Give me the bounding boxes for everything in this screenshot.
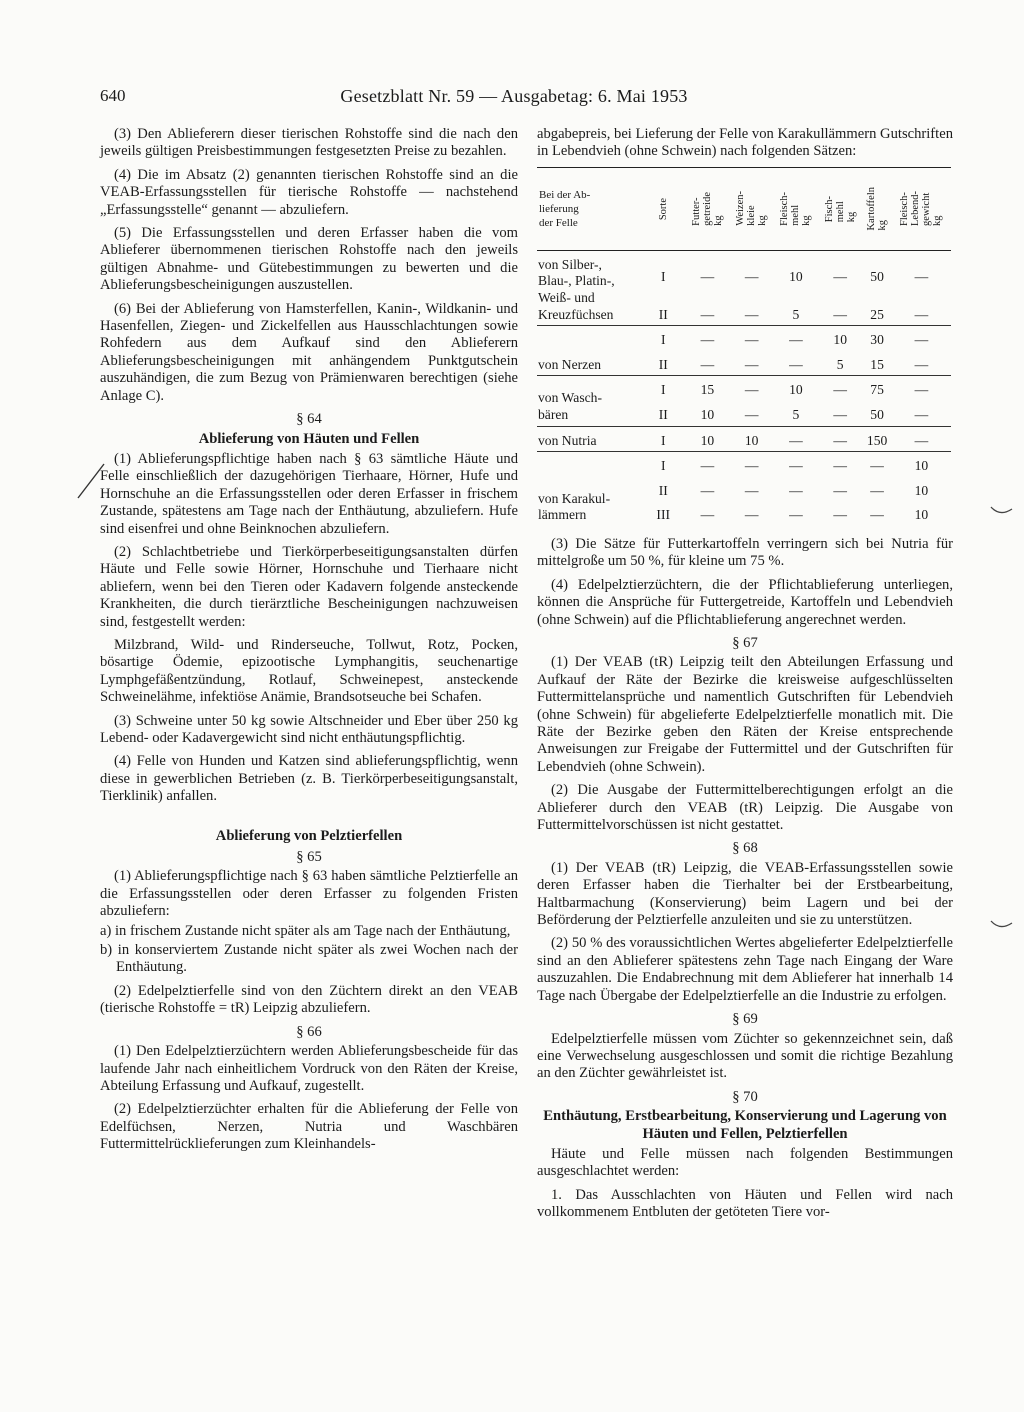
table-cell: — (870, 458, 884, 474)
paragraph: (3) Den Ablieferern dieser tierischen Rohstoffe sind die nach den jeweils gültigen Preisbestimmungen festgesetzten Preise zu bezahlen. (100, 126, 518, 160)
table-cell: — (700, 332, 715, 348)
table-cell: — (700, 269, 715, 285)
paragraph: (3) Die Sätze für Futterkartoffeln verringern sich bei Nutria für mittelgroße um 50 %, für kleine um 75 %. (537, 535, 953, 570)
table-cell: — (833, 382, 847, 398)
table-cell: — (914, 356, 929, 372)
table-row (537, 376, 951, 401)
table-cell: — (914, 406, 929, 422)
table-cell: — (914, 306, 929, 322)
table-cell: — (744, 306, 759, 322)
table-cell: — (789, 458, 803, 474)
table-cell: 75 (870, 382, 884, 398)
pencil-hook-mark (990, 917, 1014, 931)
table-cell: 10 (700, 432, 715, 448)
section-number: § 65 (296, 849, 322, 866)
table-cell: 10 (744, 432, 759, 448)
table-header-cell (537, 167, 641, 250)
paragraph: (5) Die Erfassungsstellen und deren Erfasser haben die vom Ablieferer übernommenen tierischen Rohstoffe nach den jeweils gültigen Abnahme- und Gütebestimmungen zu bewerten und die Ablieferungsbescheinigungen auszustellen. (100, 225, 518, 294)
section-number: § 70 (732, 1088, 758, 1105)
rates-table (537, 167, 951, 526)
animal-label: von Nerzen (538, 356, 602, 372)
section-number: § 68 (732, 840, 758, 857)
sorte-cell: I (660, 382, 666, 398)
table-cell: — (789, 482, 803, 498)
header-label: Fleisch- mehl kg (779, 191, 813, 226)
right-column (537, 126, 953, 1228)
table-header-cell (685, 167, 729, 250)
table-cell: — (744, 458, 759, 474)
table-cell: 10 (914, 507, 929, 523)
header-label: Sorte (657, 197, 669, 220)
table-header-cell (862, 167, 892, 250)
paragraph: (1) Den Edelpelztierzüchtern werden Ablieferungsbescheide für das laufende Jahr nach einheitlichem Vordruck von den Räten der Kreise, Abteilung Erfassung und Aufkauf, zugestellt. (100, 1043, 518, 1094)
animal-label: von Nutria (538, 432, 597, 448)
table-row (537, 452, 951, 477)
table-cell: — (914, 269, 929, 285)
table-cell: 15 (700, 382, 715, 398)
sorte-cell: III (656, 507, 671, 523)
table-cell: — (833, 507, 847, 523)
table-header-cell (641, 167, 685, 250)
sorte-cell: I (660, 458, 666, 474)
table-cell: — (700, 507, 715, 523)
table-row-group (537, 250, 951, 325)
table-cell: 15 (870, 356, 884, 372)
table-cell: — (700, 482, 715, 498)
header-label: Fleisch- Lebend- gewicht kg (899, 191, 944, 227)
table-cell: 25 (870, 306, 884, 322)
table-cell: — (789, 507, 803, 523)
sorte-cell: II (658, 406, 668, 422)
header-label: Bei der Ab- lieferung der Felle (539, 188, 591, 229)
paragraph: (4) Felle von Hunden und Katzen sind ablieferungspflichtig, wenn diese in gewerblichen Betrieben (z. B. Tierkörperbeseitigungsanstalt, Tierklinik) anfallen. (100, 753, 518, 805)
table-cell: — (833, 306, 847, 322)
disease-list: Milzbrand, Wild- und Rinderseuche, Tollwut, Rotz, Pocken, bösartige Ödemie, epizootische Lymphangitis, seuchenartige Lymphgefäßentzündung, Rotlauf, Schweinepest, ansteckende Schweinelähme, infektiöse Anämie, Brandsotseuche bei Schafen. (100, 636, 518, 706)
table-header-cell (818, 167, 862, 250)
paragraph: (4) Edelpelztierzüchtern, die der Pflichtablieferung unterliegen, können die Ansprüche für Futtergetreide, Kartoffeln und Lebendvieh (ohne Schwein) auf die Pflichtablieferung angerechnet werden. (537, 576, 953, 628)
table-cell: 5 (792, 306, 800, 322)
section-heading: Enthäutung, Erstbearbeitung, Konservierung und Lagerung von Häuten und Fellen, Pelztierfellen (543, 1108, 947, 1142)
table-row (537, 426, 951, 452)
table-cell: — (833, 406, 847, 422)
table-cell: — (870, 507, 884, 523)
animal-label: von Wasch- bären (538, 390, 602, 422)
page-number: 640 (100, 86, 126, 105)
table-cell: — (833, 458, 847, 474)
table-cell: 10 (914, 482, 929, 498)
table-row-group (537, 452, 951, 526)
paragraph: (2) Edelpelztierzüchter erhalten für die Ablieferung der Felle von Edelfüchsen, Nerzen, Nutria und Waschbären Futtermittelrücklieferungen zum Kleinhandels- (100, 1101, 518, 1153)
table-cell: — (833, 269, 847, 285)
table-cell: — (744, 356, 759, 372)
section-number: § 69 (732, 1011, 758, 1028)
animal-label: von Silber-, Blau-, Platin-, Weiß- und Kreuzfüchsen (538, 256, 615, 322)
header-label: Futter- getreide kg (690, 191, 724, 226)
table-cell: — (744, 406, 759, 422)
table-cell: 10 (833, 332, 847, 348)
table-row (537, 326, 951, 351)
sorte-cell: I (660, 432, 666, 448)
section-heading: Ablieferung von Häuten und Fellen (198, 430, 420, 447)
table-cell: — (870, 482, 884, 498)
section-number: § 66 (296, 1023, 322, 1040)
table-cell: 50 (870, 269, 884, 285)
table-cell: 5 (792, 406, 800, 422)
paragraph: (2) 50 % des voraussichtlichen Wertes abgelieferter Edelpelztierfelle sind an den Ablieferer spätestens zehn Tage nach Eingang der Ware auszuzahlen. Die Endabrechnung mit dem Ablieferer hat innerhalb 14 Tage nach Übergabe der Edelpelztierfelle an die Industrie zu erfolgen. (537, 935, 953, 1004)
table-cell: — (789, 432, 803, 448)
table-cell: 5 (836, 356, 844, 372)
table-cell: — (744, 269, 759, 285)
pencil-hook-mark (990, 503, 1014, 517)
table-header-cell (730, 167, 774, 250)
table-cell: 30 (870, 332, 884, 348)
list-item: a) in frischem Zustande nicht später als am Tage nach der Enthäutung, (100, 922, 511, 939)
paragraph: (6) Bei der Ablieferung von Hamsterfellen, Kanin-, Wildkanin- und Hasenfellen, Ziegen- und Zickelfellen aus Hausschlachtungen sowie Rohfedern aus dem Aufkauf sind den Ablieferern Ablieferungsbescheinigungen mit anhängendem Punktgutschein auszuhändigen, die zum Bezug von Prämienwaren berechtigen (siehe Anlage C). (100, 300, 518, 404)
table-cell: 150 (866, 432, 888, 448)
table-row-group (537, 376, 951, 426)
paragraph: abgabepreis, bei Lieferung der Felle von Karakullämmern Gutschriften in Lebendvieh (ohne Schwein) nach folgenden Sätzen: (537, 126, 953, 160)
paragraph: 1. Das Ausschlachten von Häuten und Fellen wird nach vollkommenem Entbluten der getöteten Tiere vor- (537, 1186, 953, 1221)
table-cell: — (744, 507, 759, 523)
paragraph: (3) Schweine unter 50 kg sowie Altschneider und Eber über 250 kg Lebend- oder Kadavergewicht sind nicht enthäutungspflichtig. (100, 712, 518, 746)
page-title: Gesetzblatt Nr. 59 — Ausgabetag: 6. Mai 1953 (340, 86, 688, 106)
table-cell: — (833, 432, 847, 448)
table-cell: — (789, 356, 803, 372)
table-header-cell (774, 167, 818, 250)
table-cell: 10 (700, 406, 715, 422)
table-header-cell (892, 167, 951, 250)
table-cell: — (789, 332, 803, 348)
paragraph: (2) Edelpelztierfelle sind von den Züchtern direkt an den VEAB (tierische Rohstoffe = tR) Leipzig abzuliefern. (100, 982, 518, 1017)
running-header (100, 86, 928, 114)
section-number: § 64 (296, 411, 322, 428)
table-cell: — (700, 356, 715, 372)
header-label: Fisch- mehl kg (823, 195, 857, 222)
section-number: § 67 (732, 634, 758, 651)
paragraph: Häute und Felle müssen nach folgenden Bestimmungen ausgeschlachtet werden: (537, 1145, 953, 1180)
table-cell: — (744, 332, 759, 348)
table-header-row (537, 167, 951, 250)
table-cell: 50 (870, 406, 884, 422)
paragraph: (2) Schlachtbetriebe und Tierkörperbeseitigungsanstalten dürfen Häute und Felle sowie Hörner, Hornschuhe und Tierhaare nicht abliefern, wenn bei den Tieren oder Kadavern folgende ansteckende Krankheiten, die durch tierärztliche Bescheinigungen nachzuweisen sind, festgestellt werden: (100, 543, 518, 630)
table-cell: — (914, 332, 929, 348)
paragraph: (2) Die Ausgabe der Futtermittelberechtigungen erfolgt an die Ablieferer durch den VEAB (tR) Leipzig. Die Ausgabe von Futtermittelvorschüssen ist nicht gestattet. (537, 782, 953, 834)
table-row (537, 250, 951, 288)
table-cell: — (700, 306, 715, 322)
table-cell: — (914, 432, 929, 448)
spacer (100, 812, 518, 828)
table-row-group (537, 426, 951, 452)
sorte-cell: II (658, 356, 668, 372)
list-item: b) in konserviertem Zustande nicht später als zwei Wochen nach der Enthäutung. (100, 942, 518, 976)
sorte-cell: II (658, 482, 668, 498)
table-cell: — (744, 482, 759, 498)
table-cell: 10 (789, 269, 803, 285)
header-label: Weizen- kleie kg (735, 191, 769, 227)
paragraph: (1) Der VEAB (tR) Leipzig, die VEAB-Erfassungsstellen sowie deren Erfasser haben die Tierhalter bei der Erstbearbeitung, Haltbarmachung (Konservierung) beim Lagern und bei der Beförderung der Pelztierfelle anzuleiten und sie zu unterstützen. (537, 859, 953, 929)
sorte-cell: I (660, 332, 666, 348)
animal-label: von Karakul- lämmern (538, 490, 611, 523)
section-heading: Ablieferung von Pelztierfellen (215, 827, 403, 844)
paragraph: (4) Die im Absatz (2) genannten tierischen Rohstoffe sind an die VEAB-Erfassungsstellen für tierische Rohstoffe — nachstehend „Erfassungsstelle“ genannt — abzuliefern. (100, 166, 518, 218)
table-cell: — (833, 482, 847, 498)
paragraph: (1) Ablieferungspflichtige haben nach § 63 sämtliche Häute und Felle einschließlich der dazugehörigen Tierhaare, Hörner, Hufe und Hornschuhe an die Erfassungsstellen oder deren Erfasser in frischem Zustande, spätestens am Tage nach der Enthäutung, abzuliefern. Hufe sind eisenfrei und ohne Beinknochen abzuliefern. (100, 450, 518, 537)
table-cell: — (744, 382, 759, 398)
paragraph: (1) Ablieferungspflichtige nach § 63 haben sämtliche Pelztierfelle an die Erfassungsstellen oder deren Erfasser zu folgenden Fristen abzuliefern: (100, 868, 518, 920)
header-label: Kartoffeln kg (866, 187, 889, 231)
table-cell: — (914, 382, 929, 398)
table-cell: 10 (789, 382, 803, 398)
table-cell: — (700, 458, 715, 474)
table-cell: 10 (914, 458, 929, 474)
sorte-cell: I (660, 269, 666, 285)
sorte-cell: II (658, 306, 668, 322)
paragraph: Edelpelztierfelle müssen vom Züchter so gekennzeichnet sein, daß eine Verwechselung ausgeschlossen und somit die richtige Bezahlung an den Züchter gewährleistet ist. (537, 1030, 953, 1082)
paragraph: (1) Der VEAB (tR) Leipzig teilt den Abteilungen Erfassung und Aufkauf der Räte der Bezirke die kreisweise aufgeschlüsselten Futtermittelansprüche und namentlich Gutschriften für Lebendvieh (ohne Schwein) für abgelieferte Edelpelztierfelle monatlich mit. Die Räte der Bezirke geben den Räten der Kreise entsprechende Anweisungen zur Freigabe der Futtermittel und der Gutschriften für Lebendvieh (ohne Schwein). (537, 654, 953, 775)
left-column (100, 126, 518, 1160)
table-row-group (537, 326, 951, 376)
